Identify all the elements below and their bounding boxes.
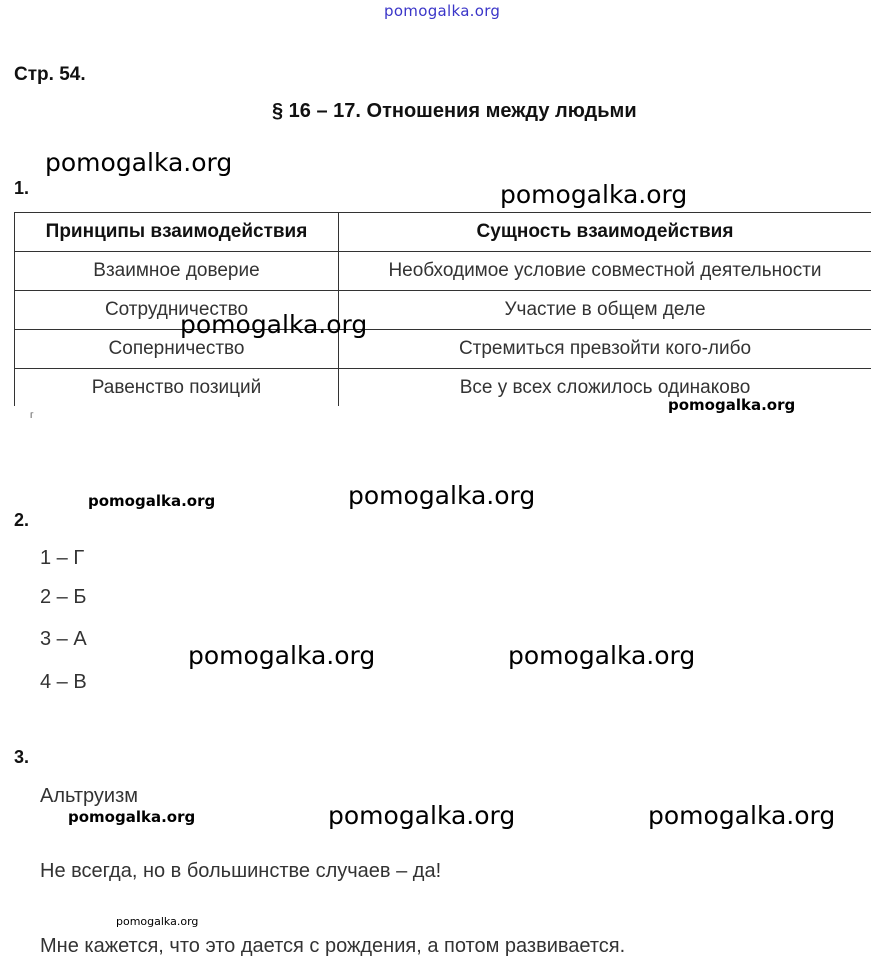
task-2-answer-2: 2 – Б (40, 586, 87, 608)
watermark: pomogalka.org (68, 808, 196, 826)
table-cell-principle: Взаимное доверие (15, 252, 339, 291)
page-number: Стр. 54. (14, 64, 86, 85)
table-cell-principle: Сотрудничество (15, 291, 339, 330)
watermark: pomogalka.org (348, 481, 536, 510)
principles-table (14, 212, 871, 406)
table-row (15, 252, 872, 291)
principles-table-wrapper (14, 212, 871, 406)
task-3-number: 3. (14, 747, 30, 767)
task-2-answer-4: 4 – В (40, 671, 87, 693)
watermark: pomogalka.org (45, 148, 233, 177)
stray-mark: г (30, 410, 34, 421)
task-2-number: 2. (14, 510, 30, 530)
task-3-answer-1: Альтруизм (40, 785, 139, 807)
task-1-number: 1. (14, 178, 30, 198)
watermark: pomogalka.org (668, 396, 796, 414)
watermark: pomogalka.org (180, 310, 368, 339)
table-cell-essence: Все у всех сложилось одинаково (339, 369, 872, 407)
table-cell-essence: Необходимое условие совместной деятельности (339, 252, 872, 291)
watermark: pomogalka.org (88, 492, 216, 510)
site-link[interactable]: pomogalka.org (384, 2, 501, 20)
table-row (15, 291, 872, 330)
task-2-answer-1: 1 – Г (40, 547, 85, 569)
watermark: pomogalka.org (500, 180, 688, 209)
table-header-principles: Принципы взаимодействия (15, 213, 339, 252)
table-header-essence: Сущность взаимодействия (339, 213, 872, 252)
section-title: § 16 – 17. Отношения между людьми (272, 100, 637, 122)
watermark: pomogalka.org (188, 641, 376, 670)
task-3-answer-3: Мне кажется, что это дается с рождения, а потом развивается. (40, 935, 626, 957)
watermark: pomogalka.org (648, 801, 836, 830)
table-header-row (15, 213, 872, 252)
table-cell-essence: Участие в общем деле (339, 291, 872, 330)
watermark: pomogalka.org (328, 801, 516, 830)
watermark: pomogalka.org (508, 641, 696, 670)
table-row (15, 330, 872, 369)
table-cell-essence: Стремиться превзойти кого-либо (339, 330, 872, 369)
watermark: pomogalka.org (116, 915, 199, 928)
table-cell-principle: Равенство позиций (15, 369, 339, 407)
table-cell-principle: Соперничество (15, 330, 339, 369)
task-2-answer-3: 3 – А (40, 628, 87, 650)
task-3-answer-2: Не всегда, но в большинстве случаев – да! (40, 860, 442, 882)
